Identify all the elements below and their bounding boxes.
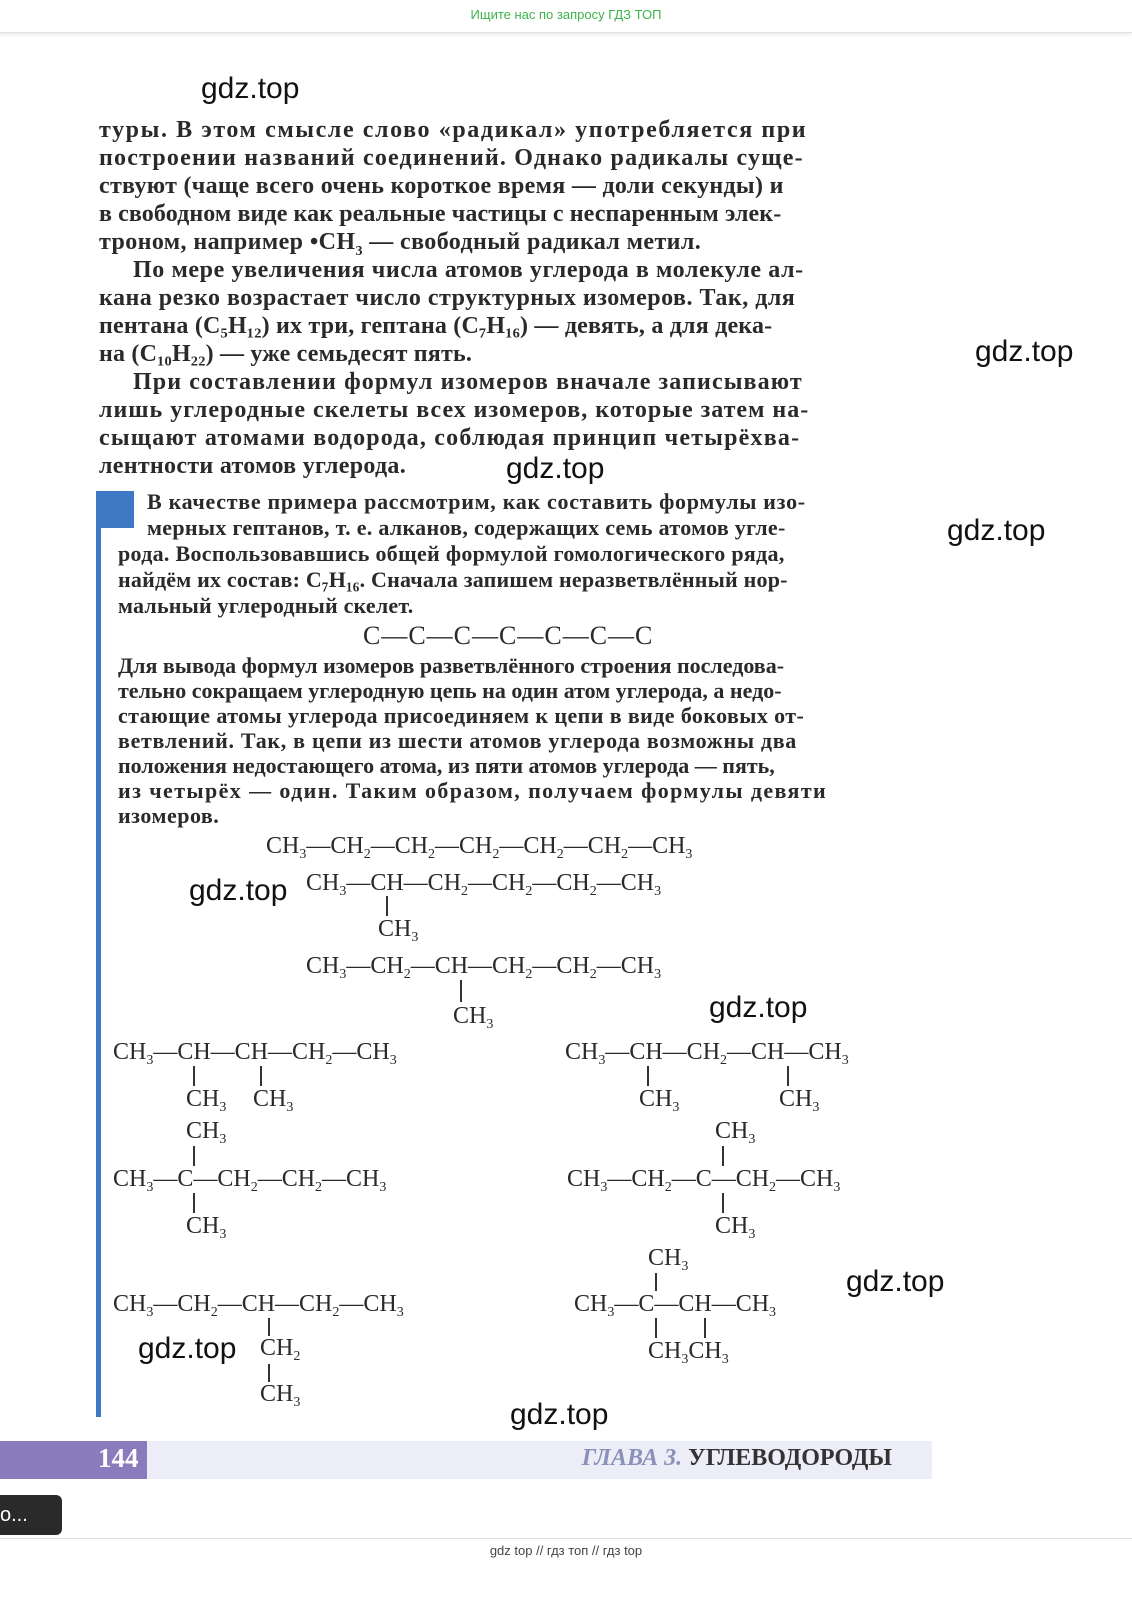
watermark: gdz.top bbox=[975, 335, 1074, 368]
isomer-heptane: $CH_3—CH_2—CH_2—CH_2—CH_2—CH_2—CH_3$ bbox=[266, 833, 693, 862]
text-line: сыщают атомами водорода, соблюдая принцип четырёхва- bbox=[99, 425, 801, 451]
methyl-branch: $CH_3$ bbox=[779, 1086, 820, 1115]
collapsed-tab[interactable]: о... bbox=[0, 1495, 62, 1535]
page-footer bbox=[0, 1441, 932, 1479]
bond-line bbox=[193, 1146, 195, 1166]
box-line: из четырёх — один. Таким образом, получаем формулы девяти bbox=[118, 778, 828, 803]
chapter-name: УГЛЕВОДОРОДЫ bbox=[688, 1445, 892, 1471]
text-line: построении названий соединений. Однако радикалы суще- bbox=[99, 145, 804, 171]
isomer-3-methylhexane: $CH_3—CH_2—CH—CH_2—CH_2—CH_3$ bbox=[306, 953, 662, 982]
box-line: Для вывода формул изомеров разветвлённого строения последова- bbox=[118, 653, 785, 678]
bond-line bbox=[647, 1066, 649, 1086]
text-line: туры. В этом смысле слово «радикал» употребляется при bbox=[99, 117, 808, 143]
methyl-branch: $CH_3$ bbox=[715, 1213, 756, 1242]
bond-line bbox=[193, 1193, 195, 1213]
text-line: в свободном виде как реальные частицы с неспаренным элек- bbox=[99, 201, 782, 227]
top-banner bbox=[0, 0, 1132, 33]
box-line: тельно сокращаем углеродную цепь на один атом углерода, а недо- bbox=[118, 678, 782, 703]
methyl-branch: $CH_3$ bbox=[648, 1245, 689, 1274]
ethyl-branch: $CH_2$ bbox=[260, 1335, 301, 1364]
isomer-2-3-dimethylpentane: $CH_3—CH—CH—CH_2—CH_3$ bbox=[113, 1039, 397, 1068]
text-line: По мере увеличения числа атомов углерода в молекуле ал- bbox=[133, 257, 804, 283]
box-line: мерных гептанов, т. е. алканов, содержащих семь атомов угле- bbox=[147, 515, 786, 540]
methyl-branch: $CH_3$ bbox=[186, 1118, 227, 1147]
page-number-box bbox=[0, 1441, 147, 1479]
watermark: gdz.top bbox=[506, 452, 605, 485]
bond-line bbox=[787, 1066, 789, 1086]
methyl-branch: $CH_3$ bbox=[639, 1086, 680, 1115]
bond-line bbox=[722, 1146, 724, 1166]
watermark: gdz.top bbox=[201, 72, 300, 105]
methyl-radical-formula: •CH bbox=[309, 229, 356, 255]
example-box-bar bbox=[96, 497, 101, 1417]
isomer-3-ethylpentane: $CH_3—CH_2—CH—CH_2—CH_3$ bbox=[113, 1291, 404, 1320]
watermark: gdz.top bbox=[947, 514, 1046, 547]
text-line: При составлении формул изомеров вначале записывают bbox=[133, 369, 803, 395]
banner-text: Ищите нас по запросу ГДЗ ТОП bbox=[470, 7, 662, 22]
watermark: gdz.top bbox=[709, 991, 808, 1024]
bond-line bbox=[655, 1273, 657, 1291]
text-line: троном, например $•CH_3$ — свободный радикал метил. bbox=[99, 229, 702, 259]
example-box-marker bbox=[96, 491, 134, 528]
box-line: мальный углеродный скелет. bbox=[118, 593, 414, 618]
bottom-links[interactable]: gdz top // гдз топ // гдз top bbox=[489, 1543, 643, 1558]
methyl-branch: $CH_3$ bbox=[253, 1086, 294, 1115]
ethyl-branch-end: $CH_3$ bbox=[260, 1381, 301, 1410]
methyl-branch: $CH_3$ bbox=[715, 1118, 756, 1147]
box-line: стающие атомы углерода присоединяем к цепи в виде боковых от- bbox=[118, 703, 805, 728]
text-line: лишь углеродные скелеты всех изомеров, которые затем на- bbox=[99, 397, 810, 423]
bond-line bbox=[268, 1364, 270, 1382]
text-line: пентана (C₅H₁₂) их три, гептана (C₇H₁₆) — девять, а для дека- bbox=[99, 313, 773, 339]
isomer-3-3-dimethylpentane: $CH_3—CH_2—C—CH_2—CH_3$ bbox=[567, 1166, 841, 1195]
carbon-skeleton: C—C—C—C—C—C—C bbox=[363, 621, 654, 650]
text-line: кана резко возрастает число структурных изомеров. Так, для bbox=[99, 285, 796, 311]
bottom-bar bbox=[0, 1538, 1132, 1606]
text-line: лентности атомов углерода. bbox=[99, 453, 407, 479]
text-line: на (C₁₀H₂₂) — уже семьдесят пять. bbox=[99, 341, 473, 367]
text-fragment: троном, например bbox=[99, 229, 304, 255]
methyl-branch: $CH_3$ bbox=[186, 1086, 227, 1115]
methyl-branch: $CH_3$ bbox=[378, 916, 419, 945]
box-line: ветвлений. Так, в цепи из шести атомов углерода возможны два bbox=[118, 728, 798, 753]
watermark: gdz.top bbox=[510, 1398, 609, 1431]
text-fragment: — свободный радикал метил. bbox=[369, 229, 702, 255]
bond-line bbox=[386, 896, 388, 916]
chapter-label: ГЛАВА 3. bbox=[581, 1445, 683, 1471]
isomer-2-4-dimethylpentane: $CH_3—CH—CH_2—CH—CH_3$ bbox=[565, 1039, 849, 1068]
methyl-branch: $CH_3$ bbox=[186, 1213, 227, 1242]
page-number: 144 bbox=[98, 1443, 139, 1473]
methyl-branch: $CH_3$ bbox=[453, 1003, 494, 1032]
isomer-2-methylhexane: $CH_3—CH—CH_2—CH_2—CH_2—CH_3$ bbox=[306, 870, 662, 899]
chapter-title bbox=[582, 1445, 892, 1472]
box-line: В качестве примера рассмотрим, как составить формулы изо- bbox=[147, 489, 806, 514]
box-line: рода. Воспользовавшись общей формулой гомологического ряда, bbox=[118, 541, 785, 566]
bond-line bbox=[260, 1066, 262, 1086]
bond-line bbox=[193, 1066, 195, 1086]
watermark: gdz.top bbox=[846, 1265, 945, 1298]
box-line: изомеров. bbox=[118, 803, 220, 828]
bond-line bbox=[460, 980, 462, 1002]
bond-line bbox=[722, 1193, 724, 1213]
bond-line bbox=[268, 1318, 270, 1336]
watermark: gdz.top bbox=[138, 1332, 237, 1365]
isomer-2-2-dimethylpentane: $CH_3—C—CH_2—CH_2—CH_3$ bbox=[113, 1166, 387, 1195]
box-line: положения недостающего атома, из пяти атомов углерода — пять, bbox=[118, 753, 775, 778]
bond-line bbox=[655, 1318, 657, 1338]
text-line: ствуют (чаще всего очень короткое время — доли секунды) и bbox=[99, 173, 784, 199]
bond-line bbox=[704, 1318, 706, 1338]
watermark: gdz.top bbox=[189, 874, 288, 907]
box-line: найдём их состав: C₇H₁₆. Сначала запишем неразветвлённый нор- bbox=[118, 567, 788, 592]
isomer-2-2-3-trimethylbutane: $CH_3—C—CH—CH_3$ bbox=[574, 1291, 777, 1320]
methyl-branches: $CH_3CH_3$ bbox=[648, 1338, 729, 1367]
